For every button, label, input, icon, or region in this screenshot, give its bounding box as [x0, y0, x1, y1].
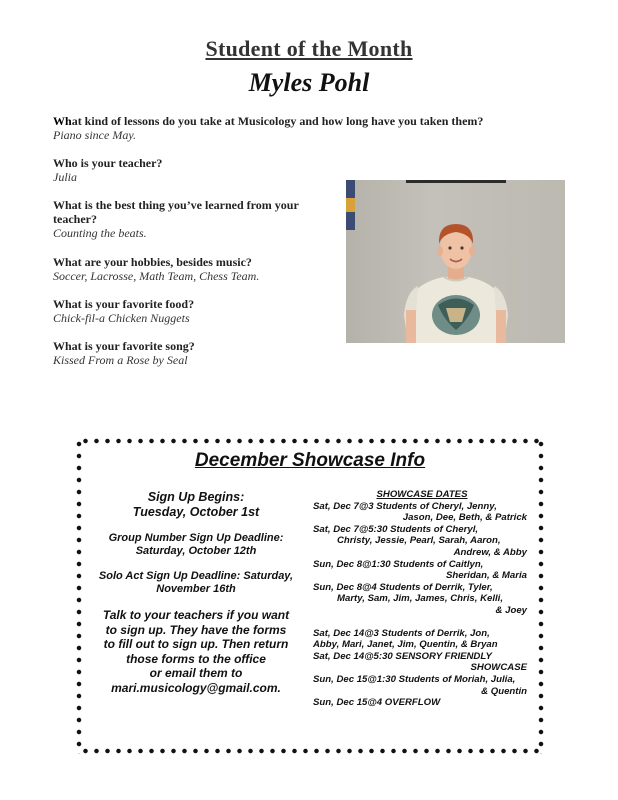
date-line: Sun, Dec 15@1:30 Students of Moriah, Julia,	[313, 673, 516, 685]
date-line: Sat, Dec 7@5:30 Students of Cheryl,	[313, 523, 479, 535]
talk-line-4: those forms to the office	[126, 651, 266, 666]
date-line-cont: Marty, Sam, Jim, James, Chris, Kelli,	[337, 593, 504, 605]
answer-best-thing: Counting the beats.	[53, 226, 147, 240]
talk-line-2: to sign up. They have the forms	[105, 622, 287, 637]
student-figure	[346, 180, 565, 343]
question-best-thing: What is the best thing you’ve learned from your teacher?	[53, 198, 299, 226]
answer-teacher: Julia	[53, 170, 77, 184]
question-lessons-text: at kind of lessons do you take at Musicology and how long have you taken them?	[71, 114, 484, 128]
signup-begins-date: Tuesday, October 1st	[132, 505, 260, 519]
date-line-cont: Jason, Dee, Beth, & Patrick	[402, 512, 527, 524]
solo-deadline	[96, 570, 296, 596]
qa-lessons	[53, 114, 523, 142]
dotted-border-left	[76, 438, 82, 754]
date-line: Sat, Dec 14@3 Students of Derrik, Jon,	[313, 627, 490, 639]
question-lessons-lead: Wh	[53, 114, 72, 128]
signup-begins	[96, 490, 296, 520]
date-line: Sat, Dec 14@5:30 SENSORY FRIENDLY	[313, 650, 492, 662]
qa-food	[53, 297, 323, 325]
qa-best-thing	[53, 198, 323, 240]
showcase-dates	[313, 489, 531, 709]
date-line: Sun, Dec 8@4 Students of Derrik, Tyler,	[313, 581, 493, 593]
dates-spacer	[313, 617, 531, 628]
talk-line-1: Talk to your teachers if you want	[102, 608, 290, 622]
talk-to-teachers	[96, 608, 296, 695]
showcase-date-item	[313, 559, 531, 582]
showcase-date-item	[313, 524, 531, 559]
showcase-title: December Showcase Info	[194, 450, 426, 471]
dotted-border-right	[538, 438, 544, 754]
signup-begins-label: Sign Up Begins:	[147, 490, 245, 504]
talk-line-5: or email them to	[149, 666, 243, 680]
showcase-date-item	[313, 651, 531, 674]
showcase-dates-heading: SHOWCASE DATES	[376, 489, 468, 500]
answer-food: Chick-fil-a Chicken Nuggets	[53, 311, 190, 325]
showcase-date-item	[313, 697, 531, 709]
group-deadline-date: Saturday, October 12th	[135, 545, 257, 557]
showcase-info-box	[80, 438, 540, 754]
question-teacher: Who is your teacher?	[53, 156, 163, 170]
solo-deadline-label: Solo Act Sign Up Deadline: Saturday,	[98, 570, 294, 582]
dotted-border-top	[80, 438, 540, 444]
question-food: What is your favorite food?	[53, 297, 195, 311]
student-name: Myles Pohl	[248, 68, 370, 97]
showcase-date-item	[313, 674, 531, 697]
student-photo	[346, 180, 565, 343]
date-line-cont: Sheridan, & Maria	[445, 570, 527, 582]
date-line: Sat, Dec 7@3 Students of Cheryl, Jenny,	[313, 500, 497, 512]
date-line-cont: Abby, Mari, Janet, Jim, Quentin, & Bryan	[313, 639, 498, 651]
contact-email: mari.musicology@gmail.com.	[111, 680, 281, 695]
date-line: Sun, Dec 15@4 OVERFLOW	[313, 697, 441, 709]
date-line-cont: Andrew, & Abby	[453, 546, 527, 558]
date-line-cont: & Joey	[495, 604, 527, 616]
qa-song	[53, 339, 323, 367]
date-line-cont: Christy, Jessie, Pearl, Sarah, Aaron,	[337, 535, 501, 547]
date-line-cont: SHOWCASE	[470, 662, 527, 674]
showcase-date-item	[313, 501, 531, 524]
group-deadline-label: Group Number Sign Up Deadline:	[108, 532, 284, 544]
question-hobbies: What are your hobbies, besides music?	[53, 255, 252, 269]
question-lessons	[53, 114, 523, 128]
showcase-date-item	[313, 628, 531, 651]
answer-hobbies: Soccer, Lacrosse, Math Team, Chess Team.	[53, 269, 260, 283]
showcase-date-item	[313, 582, 531, 617]
signup-info	[96, 490, 296, 707]
question-song: What is your favorite song?	[53, 339, 195, 353]
page-title: Student of the Month	[205, 36, 413, 61]
qa-teacher	[53, 156, 323, 184]
solo-deadline-date: November 16th	[156, 583, 236, 595]
qa-hobbies	[53, 255, 323, 283]
date-line-cont: & Quentin	[481, 685, 527, 697]
talk-line-3: to fill out to sign up. Then return	[103, 637, 289, 651]
dotted-border-bottom	[80, 748, 540, 754]
answer-lessons: Piano since May.	[53, 128, 136, 142]
group-deadline	[96, 532, 296, 558]
date-line: Sun, Dec 8@1:30 Students of Caitlyn,	[313, 558, 484, 570]
answer-song: Kissed From a Rose by Seal	[53, 353, 188, 367]
